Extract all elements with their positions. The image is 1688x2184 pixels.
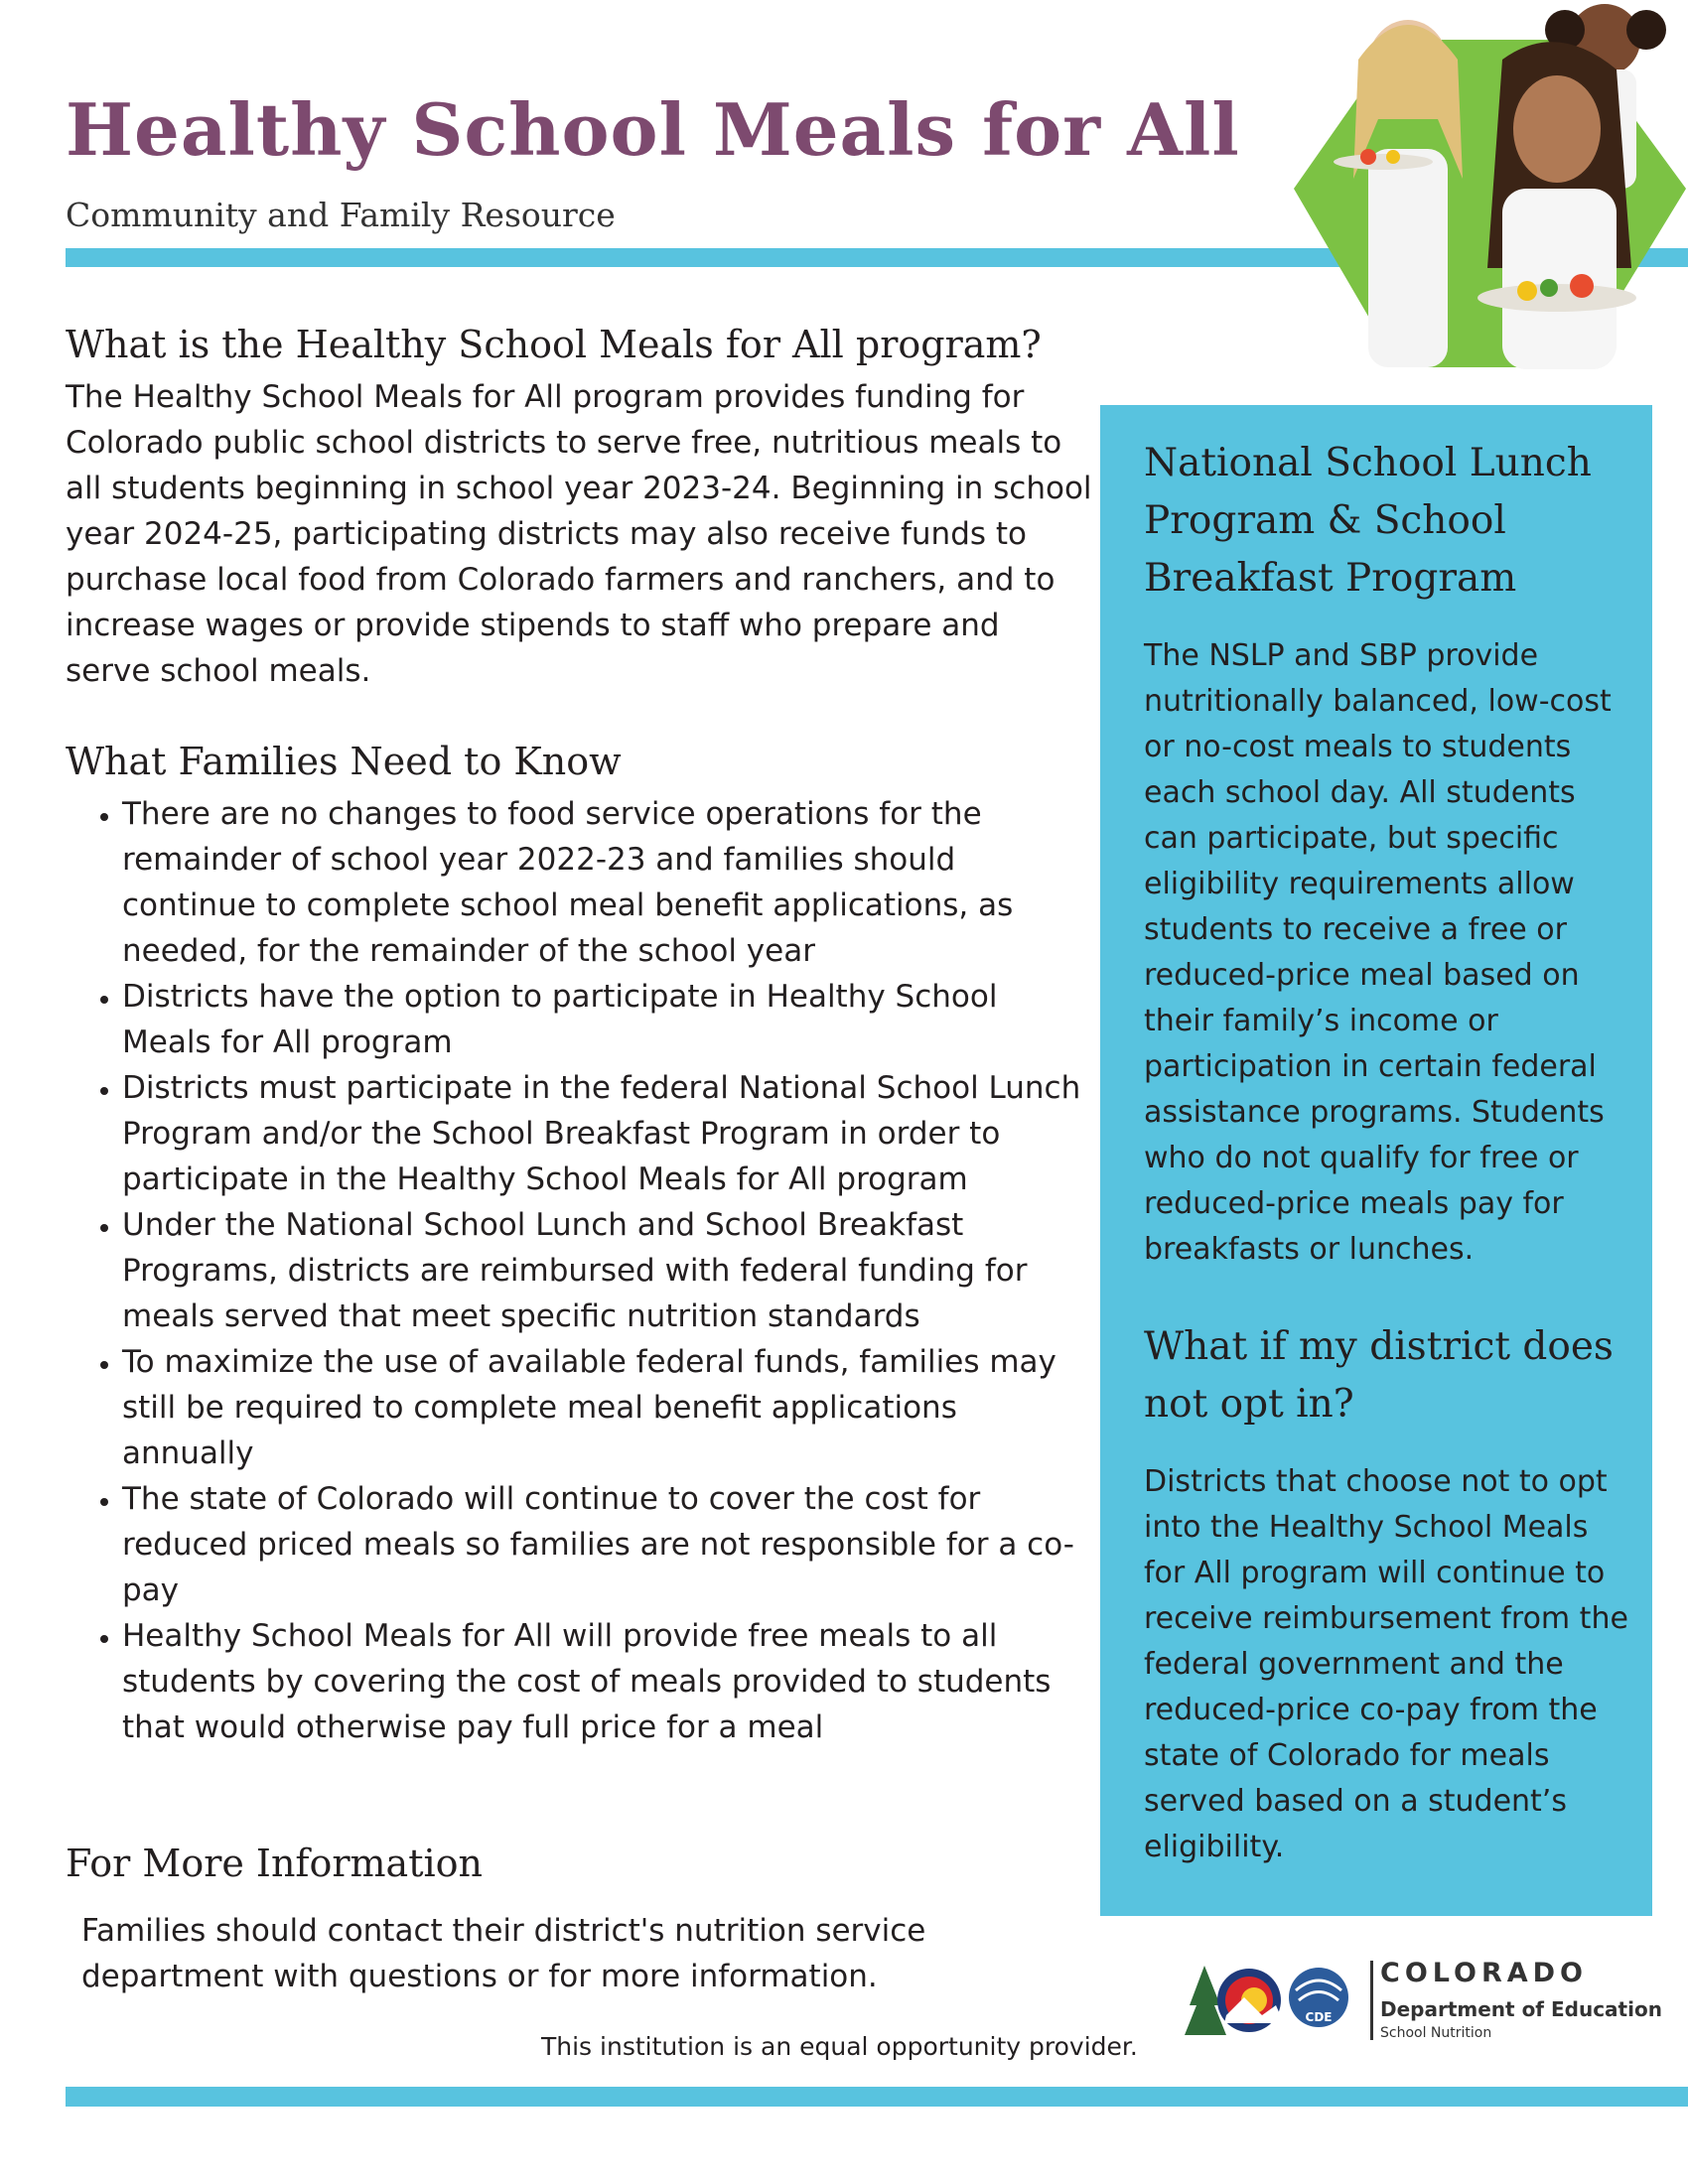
more-info-text: Families should contact their district's nutrition service department with questions or for more information. xyxy=(81,1913,926,1994)
list-item: • The state of Colorado will continue to cover the cost for reduced priced meals so families are not responsible for a co-pay xyxy=(122,1476,1093,1613)
families-heading: What Families Need to Know xyxy=(66,740,622,783)
program-description: The Healthy School Meals for All program provides funding for Colorado public school districts to serve free, nutritious meals to all students beginning in school year 2023-24. Beginning in school year 2024-25, participating districts may also receive funds to purchase local food from Colorado farmers and ranchers, and to increase wages or provide stipends to staff who prepare and serve school meals. xyxy=(66,379,1092,689)
footer-divider xyxy=(66,2087,1688,2107)
more-info-heading: For More Information xyxy=(66,1842,483,1885)
page-title: Healthy School Meals for All xyxy=(66,87,1240,172)
logo-state: COLORADO xyxy=(1380,1958,1589,1988)
program-heading: What is the Healthy School Meals for All program? xyxy=(66,323,1042,366)
list-item: • Healthy School Meals for All will provide free meals to all students by covering the cost of meals provided to students that would otherwise pay full price for a meal xyxy=(122,1613,1093,1750)
logo-department: Department of Education xyxy=(1380,1997,1662,2021)
students-photo xyxy=(1289,0,1686,369)
logo-division: School Nutrition xyxy=(1380,2025,1492,2041)
list-item: • To maximize the use of available federal funds, families may still be required to complete meal benefit applications annually xyxy=(122,1339,1093,1476)
sidebar-heading-opt-in: What if my district does not opt in? xyxy=(1144,1324,1614,1427)
logo-divider xyxy=(1370,1961,1373,2040)
list-item: • Districts must participate in the federal National School Lunch Program and/or the School Breakfast Program in order to participate in the Healthy School Meals for All program xyxy=(122,1065,1093,1202)
main-column xyxy=(66,323,1093,1750)
page-subtitle: Community and Family Resource xyxy=(66,196,616,234)
families-list xyxy=(66,791,1093,1750)
cde-badge-text: CDE xyxy=(1305,2010,1333,2024)
sidebar-text-opt-in: Districts that choose not to opt into the Healthy School Meals for All program will continue to receive reimbursement from the federal government and the reduced-price co-pay from the state of Colorado for meals served based on a student’s eligibility. xyxy=(1144,1464,1628,1864)
equal-opportunity-statement: This institution is an equal opportunity provider. xyxy=(541,2032,1138,2061)
sidebar-panel xyxy=(1100,405,1652,1916)
sidebar-text-nslp: The NSLP and SBP provide nutritionally balanced, low-cost or no-cost meals to students each school day. All students can participate, but specific eligibility requirements allow students to receive a free or reduced-price meal based on their family’s income or participation in certain federal assistance programs. Students who do not qualify for free or reduced-price meals pay for breakfasts or lunches. xyxy=(1144,638,1612,1267)
sidebar-heading-nslp: National School Lunch Program & School Breakfast Program xyxy=(1144,441,1592,601)
list-item: • Under the National School Lunch and School Breakfast Programs, districts are reimbursed with federal funding for meals served that meet specific nutrition standards xyxy=(122,1202,1093,1339)
list-item: • Districts have the option to participate in Healthy School Meals for All program xyxy=(122,974,1093,1065)
list-item: • There are no changes to food service operations for the remainder of school year 2022-23 and families should continue to complete school meal benefit applications, as needed, for the remainder of the school year xyxy=(122,791,1093,974)
